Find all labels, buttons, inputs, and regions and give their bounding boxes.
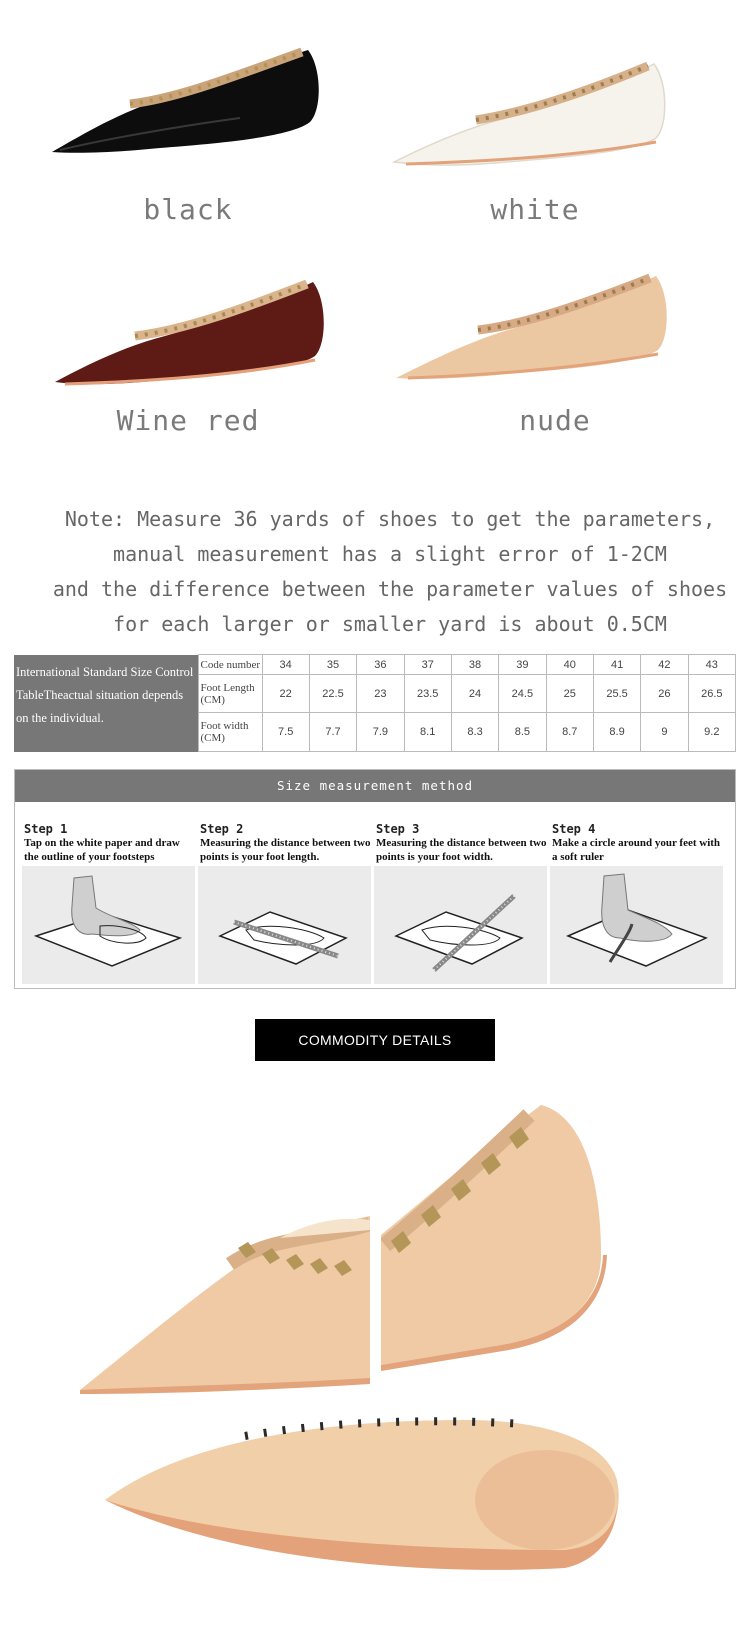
shoe-toe-closeup-image <box>70 1180 370 1400</box>
size-chart-table <box>14 654 736 752</box>
variant-label-black: black <box>143 193 233 226</box>
table-cell: 26 <box>641 675 688 713</box>
nude-shoe-image <box>388 266 678 386</box>
measurement-note <box>40 502 740 642</box>
variant-label-nude: nude <box>519 404 591 437</box>
row-label-code: Code number <box>198 655 262 675</box>
commodity-details-button[interactable]: COMMODITY DETAILS <box>255 1019 495 1061</box>
table-cell: 8.9 <box>593 713 640 752</box>
table-cell: 8.1 <box>404 713 451 752</box>
note-line: for each larger or smaller yard is about 0.5CM <box>113 612 667 636</box>
variant-label-white: white <box>490 193 580 226</box>
table-cell: 38 <box>451 655 498 675</box>
measurement-step <box>374 822 547 986</box>
table-cell: 43 <box>688 655 735 675</box>
measurement-step <box>550 822 723 986</box>
table-cell: 36 <box>357 655 404 675</box>
step-description: Tap on the white paper and draw the outline of your footsteps <box>24 837 180 863</box>
measurement-header: Size measurement method <box>15 770 735 802</box>
step-description: Make a circle around your feet with a soft ruler <box>552 837 721 863</box>
foot-width-ruler-illustration <box>374 866 547 984</box>
variant-label-wine-red: Wine red <box>116 404 260 437</box>
table-cell: 8.3 <box>451 713 498 752</box>
table-cell: 7.9 <box>357 713 404 752</box>
step-title: Step 2 <box>200 822 244 836</box>
table-cell: 7.5 <box>262 713 309 752</box>
foot-circumference-illustration <box>550 866 723 984</box>
step-title: Step 1 <box>24 822 68 836</box>
table-cell: 41 <box>593 655 640 675</box>
table-cell: 7.7 <box>309 713 356 752</box>
step-description: Measuring the distance between two points is your foot length. <box>200 837 371 863</box>
table-cell: 8.5 <box>499 713 546 752</box>
measurement-step <box>22 822 195 986</box>
table-cell: 22.5 <box>309 675 356 713</box>
table-cell: 25 <box>546 675 593 713</box>
white-shoe-image <box>386 50 676 170</box>
table-cell: 42 <box>641 655 688 675</box>
table-cell: 37 <box>404 655 451 675</box>
step-title: Step 3 <box>376 822 420 836</box>
table-cell: 24 <box>451 675 498 713</box>
table-cell: 25.5 <box>593 675 640 713</box>
table-cell: 24.5 <box>499 675 546 713</box>
table-cell: 40 <box>546 655 593 675</box>
note-line: manual measurement has a slight error of 1-2CM <box>113 542 667 566</box>
shoe-sole-image <box>105 1400 625 1580</box>
table-cell: 23 <box>357 675 404 713</box>
row-label-width: Foot width (CM) <box>198 713 262 752</box>
black-shoe-image <box>40 40 330 160</box>
table-cell: 9.2 <box>688 713 735 752</box>
table-row <box>14 655 736 675</box>
foot-outline-illustration <box>22 866 195 984</box>
row-label-length: Foot Length (CM) <box>198 675 262 713</box>
table-cell: 26.5 <box>688 675 735 713</box>
table-cell: 8.7 <box>546 713 593 752</box>
step-title: Step 4 <box>552 822 596 836</box>
table-cell: 35 <box>309 655 356 675</box>
measurement-step <box>198 822 371 986</box>
note-line: and the difference between the parameter values of shoes <box>52 577 728 601</box>
note-line: Note: Measure 36 yards of shoes to get the parameters, <box>64 507 716 531</box>
size-table-title: International Standard Size Control TableTheactual situation depends on the individual. <box>14 655 198 752</box>
table-cell: 34 <box>262 655 309 675</box>
table-cell: 9 <box>641 713 688 752</box>
shoe-heel-closeup-image <box>381 1095 621 1375</box>
table-cell: 23.5 <box>404 675 451 713</box>
wine-red-shoe-image <box>45 270 335 390</box>
table-cell: 39 <box>499 655 546 675</box>
foot-length-ruler-illustration <box>198 866 371 984</box>
step-description: Measuring the distance between two points is your foot width. <box>376 837 547 863</box>
table-cell: 22 <box>262 675 309 713</box>
size-measurement-panel <box>14 769 736 989</box>
